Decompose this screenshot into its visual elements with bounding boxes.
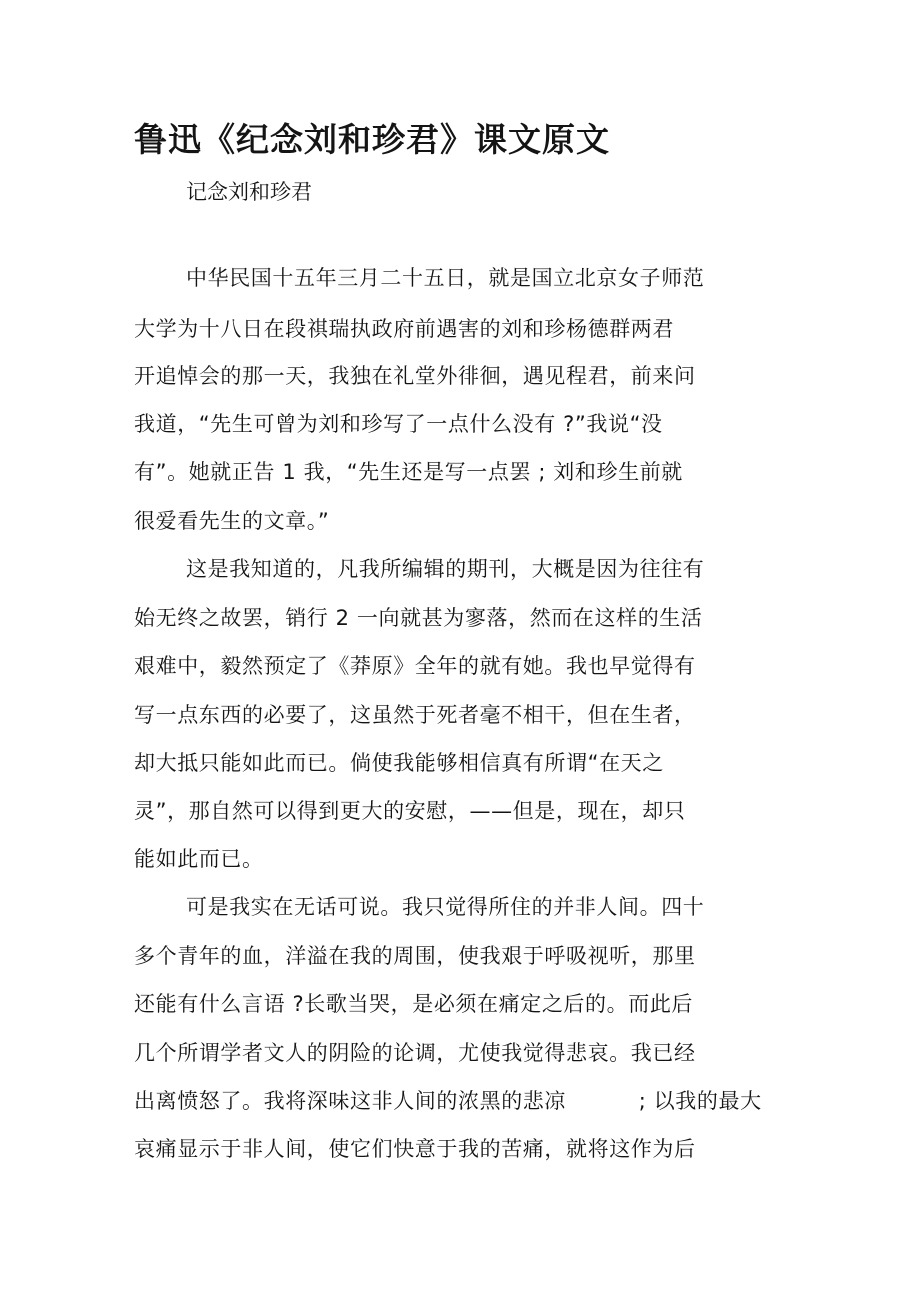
body-line: 出离愤怒了。我将深味这非人间的浓黑的悲凉 ; 以我的最大 — [134, 1089, 762, 1113]
body-line: 几个所谓学者文人的阴险的论调，尤使我觉得悲哀。我已经 — [134, 1041, 696, 1065]
body-line: 有”。她就正告 1 我，“先生还是写一点罢 ; 刘和珍生前就 — [134, 460, 683, 484]
body-line: 很爱看先生的文章。” — [134, 509, 330, 533]
body-line: 大学为十八日在段祺瑞执政府前遇害的刘和珍杨德群两君 — [134, 317, 674, 341]
body-line: 还能有什么言语 ?长歌当哭，是必须在痛定之后的。而此后 — [134, 992, 694, 1016]
body-line: 可是我实在无话可说。我只觉得所住的并非人间。四十 — [186, 895, 705, 919]
body-line: 艰难中，毅然预定了《莽原》全年的就有她。我也早觉得有 — [134, 654, 696, 678]
body-line: 开追悼会的那一天，我独在礼堂外徘徊，遇见程君，前来问 — [134, 364, 696, 388]
body-line: 哀痛显示于非人间，使它们快意于我的苦痛，就将这作为后 — [134, 1137, 696, 1161]
body-line: 写一点东西的必要了，这虽然于死者毫不相干，但在生者， — [134, 703, 696, 727]
body-line: 这是我知道的，凡我所编辑的期刊，大概是因为往往有 — [186, 557, 705, 581]
body-line: 多个青年的血，洋溢在我的周围，使我艰于呼吸视听，那里 — [134, 944, 696, 968]
body-line: 我道，“先生可曾为刘和珍写了一点什么没有 ?”我说“没 — [134, 412, 663, 436]
body-line: 灵”，那自然可以得到更大的安慰，——但是，现在，却只 — [134, 799, 686, 823]
body-line: 中华民国十五年三月二十五日，就是国立北京女子师范 — [186, 266, 705, 290]
body-line: 始无终之故罢，销行 2 一向就甚为寥落，然而在这样的生活 — [134, 606, 703, 630]
body-line: 能如此而已。 — [134, 847, 264, 871]
document-subtitle: 记念刘和珍君 — [186, 180, 312, 204]
body-line: 却大抵只能如此而已。倘使我能够相信真有所谓“在天之 — [134, 751, 664, 775]
document-title: 鲁迅《纪念刘和珍君》课文原文 — [134, 120, 610, 159]
